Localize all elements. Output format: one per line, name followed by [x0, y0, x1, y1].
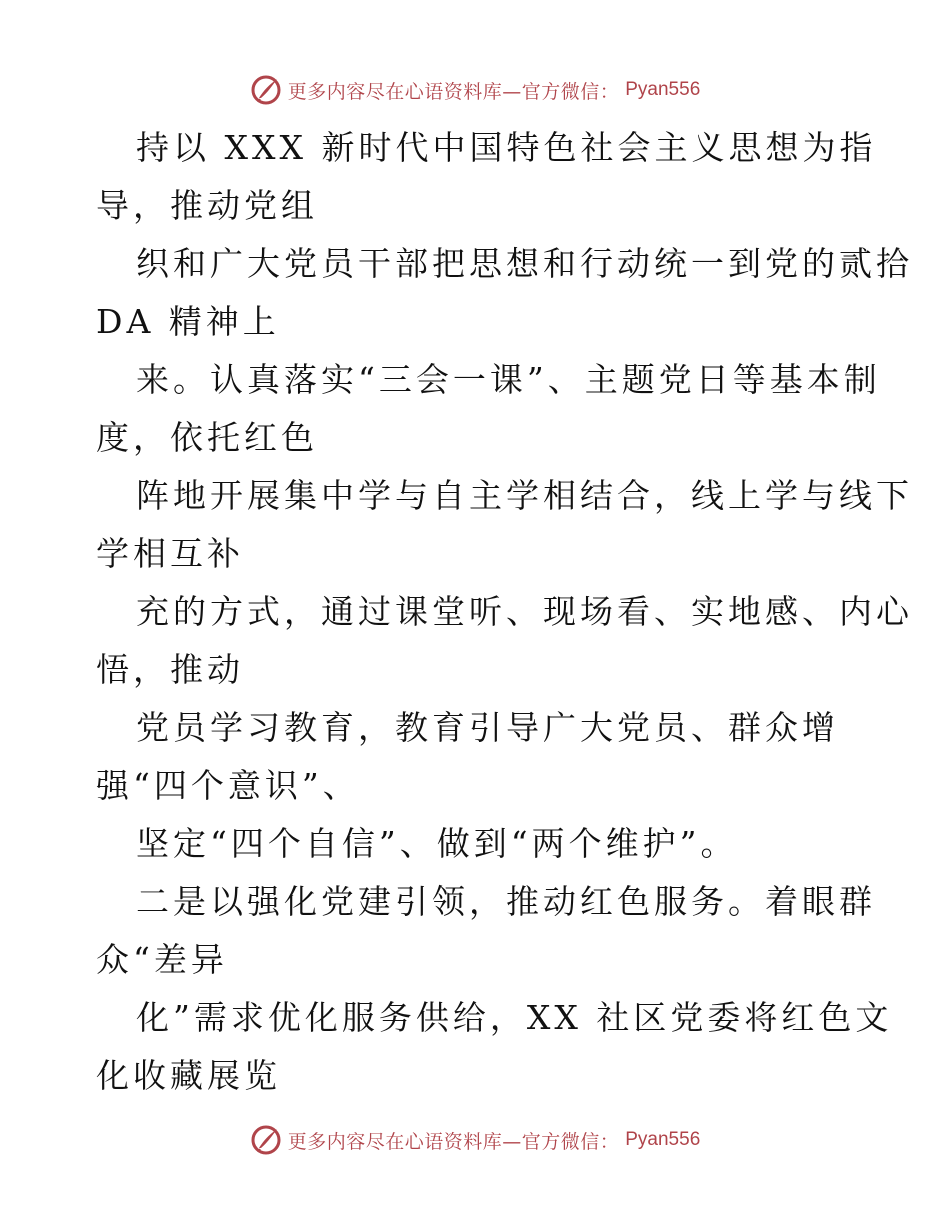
text-line: 持以 XXX 新时代中国特色社会主义思想为指 [136, 128, 877, 167]
header-banner [0, 70, 950, 110]
text-line: 众“差异 [96, 940, 228, 979]
text-line: 化收藏展览 [96, 1056, 281, 1095]
header-banner-text: 更多内容尽在心语资料库—官方微信： [287, 80, 620, 103]
footer-banner [0, 1120, 950, 1160]
quill-logo-icon [250, 74, 282, 106]
text-line: 度，依托红色 [96, 418, 318, 457]
text-line: 坚定“四个自信”、做到“两个维护”。 [136, 824, 738, 863]
text-line: 织和广大党员干部把思想和行动统一到党的贰拾 [136, 244, 913, 283]
footer-banner-text: 更多内容尽在心语资料库—官方微信： [287, 1130, 620, 1153]
text-line: 二是以强化党建引领，推动红色服务。着眼群 [136, 882, 876, 921]
quill-logo-icon [250, 1124, 282, 1156]
header-banner-id: Pyan556 [625, 79, 701, 100]
text-line: 充的方式，通过课堂听、现场看、实地感、内心 [136, 592, 913, 631]
text-line: DA 精神上 [96, 302, 280, 341]
text-line: 阵地开展集中学与自主学相结合，线上学与线下 [136, 476, 913, 515]
text-line: 来。认真落实“三会一课”、主题党日等基本制 [136, 360, 881, 399]
text-line: 强“四个意识”、 [96, 766, 360, 805]
text-line: 化”需求优化服务供给，XX 社区党委将红色文 [136, 998, 893, 1037]
text-line: 学相互补 [96, 534, 244, 573]
text-line: 党员学习教育，教育引导广大党员、群众增 [136, 708, 839, 747]
text-line: 导，推动党组 [96, 186, 318, 225]
text-line: 悟，推动 [96, 650, 244, 689]
footer-banner-id: Pyan556 [625, 1129, 701, 1150]
